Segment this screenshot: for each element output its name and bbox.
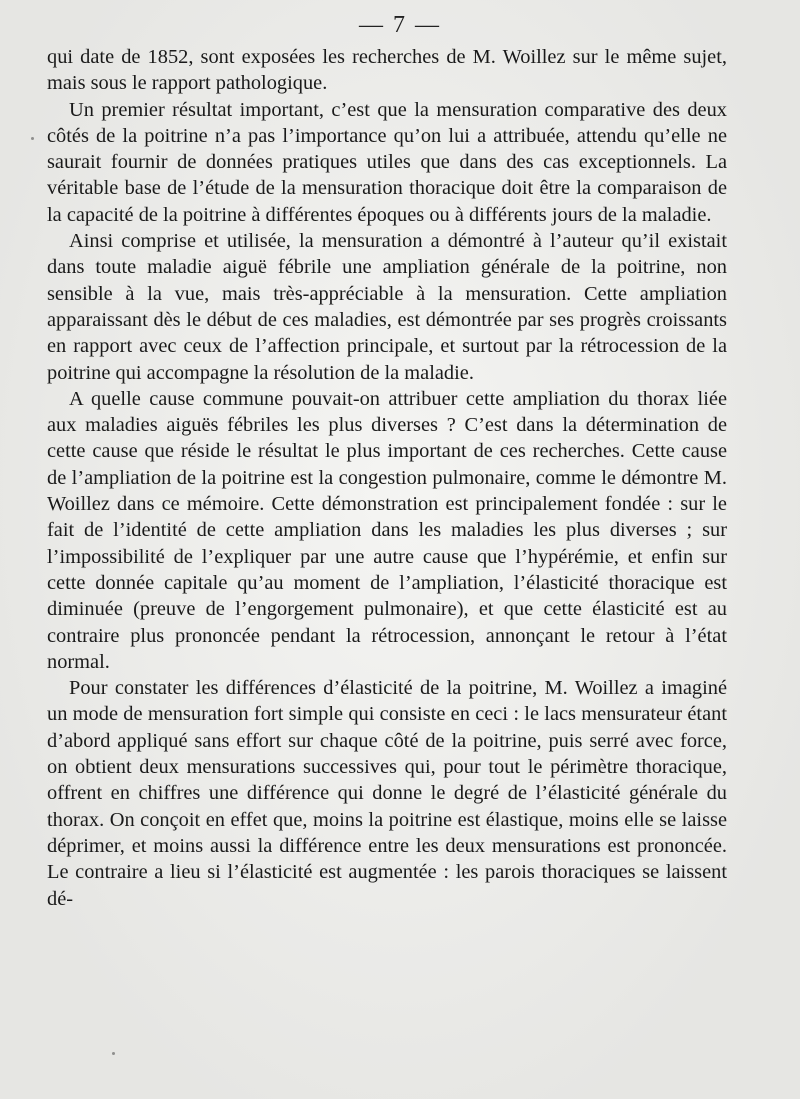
scan-speck	[31, 137, 34, 140]
paragraph-2: Un premier résultat important, c’est que la mensuration comparative des deux côtés de la poitrine n’a pas l’importance qu’on lui a attribuée, attendu qu’elle ne saurait fournir de données pratiques utiles que dans des cas exceptionnels. La véritable base de l’étude de la mensuration thoracique doit être la comparaison de la capacité de la poitrine à différentes époques ou à différents jours de la maladie.	[47, 98, 727, 226]
paragraph-1: qui date de 1852, sont exposées les recherches de M. Woillez sur le même sujet, mais sous le rapport pathologique.	[47, 46, 727, 95]
paragraph-3: Ainsi comprise et utilisée, la mensuration a démontré à l’auteur qu’il existait dans toute maladie aiguë fébrile une ampliation générale de la poitrine, non sensible à la vue, mais très-appréciable à la mensuration. Cette ampliation apparaissant dès le début de ces maladies, est démontrée par ses progrès croissants en rapport avec ceux de l’affection principale, et surtout par la rétrocession de la poitrine qui accompagne la résolution de la maladie.	[47, 230, 727, 384]
body-text	[47, 44, 727, 912]
scan-speck	[112, 1052, 115, 1055]
page-number: — 7 —	[359, 12, 441, 38]
paragraph-5: Pour constater les différences d’élasticité de la poitrine, M. Woillez a imaginé un mode de mensuration fort simple qui consiste en ceci : le lacs mensurateur étant d’abord appliqué sans effort sur chaque côté de la poitrine, puis serré avec force, on obtient deux mensurations successives qui, pour tout le périmètre thoracique, offrent en chiffres une différence qui donne le degré de l’élasticité générale du thorax. On conçoit en effet que, moins la poitrine est élastique, moins elle se laisse déprimer, et moins aussi la différence entre les deux mensurations est prononcée. Le contraire a lieu si l’élasticité est augmentée : les parois thoraciques se laissent dé-	[47, 677, 727, 910]
paragraph-4: A quelle cause commune pouvait-on attribuer cette ampliation du thorax liée aux maladies aiguës fébriles les plus diverses ? C’est dans la détermination de cette cause que réside le résultat le plus important de ces recherches. Cette cause de l’ampliation de la poitrine est la congestion pulmonaire, comme le démontre M. Woillez dans ce mémoire. Cette démonstration est principalement fondée : sur le fait de l’identité de cette ampliation dans les maladies les plus diverses ; sur l’impossibilité de l’expliquer par une autre cause que l’hypérémie, et enfin sur cette donnée capitale qu’au moment de l’ampliation, l’élasticité thoracique est diminuée (preuve de l’engorgement pulmonaire), et que cette élasticité est au contraire plus prononcée pendant la rétrocession, annonçant le retour à l’état normal.	[47, 387, 727, 673]
